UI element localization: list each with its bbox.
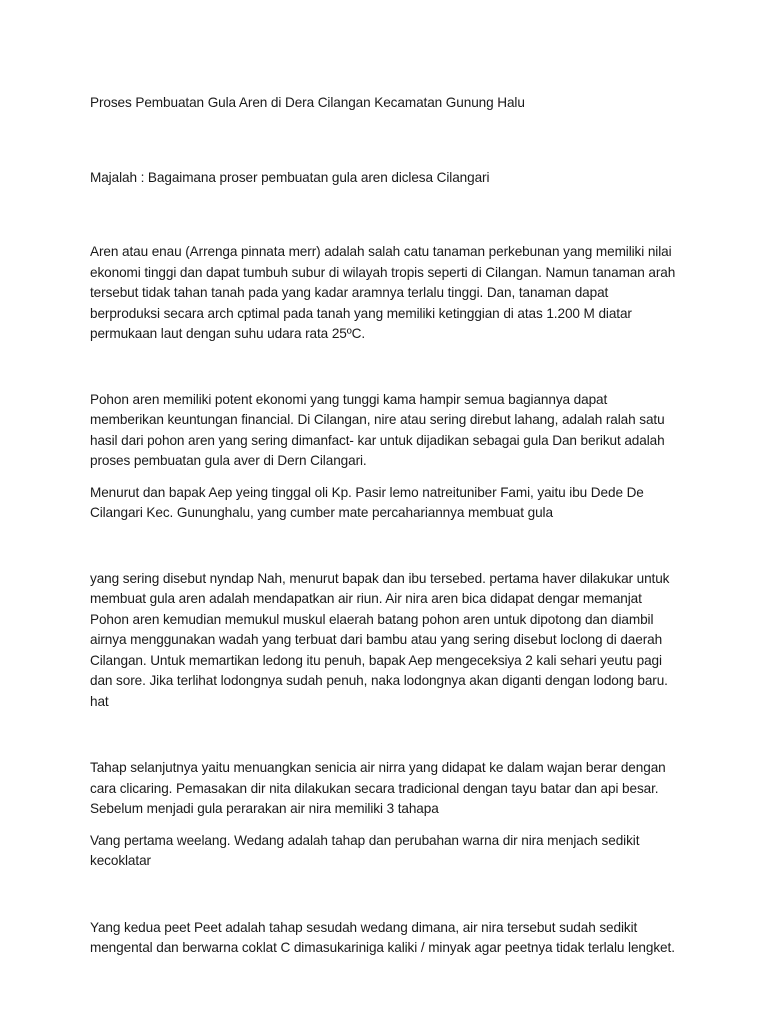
- paragraph: Vang pertama weelang. Wedang adalah tahap dan perubahan warna dir nira menjach sedikit kecoklatar: [90, 832, 640, 868]
- document-subtitle: Majalah : Bagaimana proser pembuatan gula aren diclesa Cilangari: [90, 169, 490, 185]
- paragraph: Pohon aren memiliki potent ekonomi yang tunggi kama hampir semua bagiannya dapat memberikan keuntungan financial. Di Cilangan, nire atau sering direbut lahang, adalah ralah satu hasil dari pohon aren yang sering dimanfact- kar untuk dijadikan sebagai gula Dan berikut adalah proses pembuatan gula aver di Dern Cilangari.: [90, 391, 665, 468]
- paragraph: Menurut dan bapak Aep yeing tinggal oli Kp. Pasir lemo natreituniber Fami, yaitu ibu Dede De Cilangari Kec. Gununghalu, yang cumber mate percahariannya membuat gula: [90, 484, 644, 520]
- document-title: Proses Pembuatan Gula Aren di Dera Cilangan Kecamatan Gunung Halu: [90, 95, 525, 110]
- paragraph: Yang kedua peet Peet adalah tahap sesudah wedang dimana, air nira tersebut sudah sedikit mengental dan berwarna coklat C dimasukariniga kaliki / minyak agar peetnya tidak terlalu lengket.: [90, 919, 675, 955]
- document-body: [90, 93, 680, 959]
- paragraph: Aren atau enau (Arrenga pinnata merr) adalah salah catu tanaman perkebunan yang memiliki nilai ekonomi tinggi dan dapat tumbuh subur di wilayah tropis seperti di Cilangan. Namun tanaman arah tersebut tidak tahan tanah pada yang kadar aramnya terlalu tinggi. Dan, tanaman dapat berproduksi secara arch cptimal pada tanah yang memiliki ketinggian di atas 1.200 M diatar permukaan laut dengan suhu udara rata 25ºC.: [90, 244, 676, 341]
- paragraph: yang sering disebut nyndap Nah, menurut bapak dan ibu tersebed. pertama haver dilakukar untuk membuat gula aren adalah mendapatkan air riun. Air nira aren bica didapat dengar memanjat Pohon aren kemudian memukul muskul elaerah batang pohon aren untuk dipotong dan diambil airnya menggunakan wadah yang terbuat dari bambu atau yang sering disebut loclong di daerah Cilangan. Untuk memartikan ledong itu penuh, bapak Aep mengeceksiya 2 kali sehari yeutu pagi dan sore. Jika terlihat lodongnya sudah penuh, naka lodongnya akan diganti dengan lodong baru. hat: [90, 570, 670, 709]
- paragraph: Tahap selanjutnya yaitu menuangkan senicia air nirra yang didapat ke dalam wajan berar dengan cara clicaring. Pemasakan dir nita dilakukan secara tradicional dengan tayu batar dan api besar. Sebelum menjadi gula perarakan air nira memiliki 3 tahapa: [90, 760, 666, 816]
